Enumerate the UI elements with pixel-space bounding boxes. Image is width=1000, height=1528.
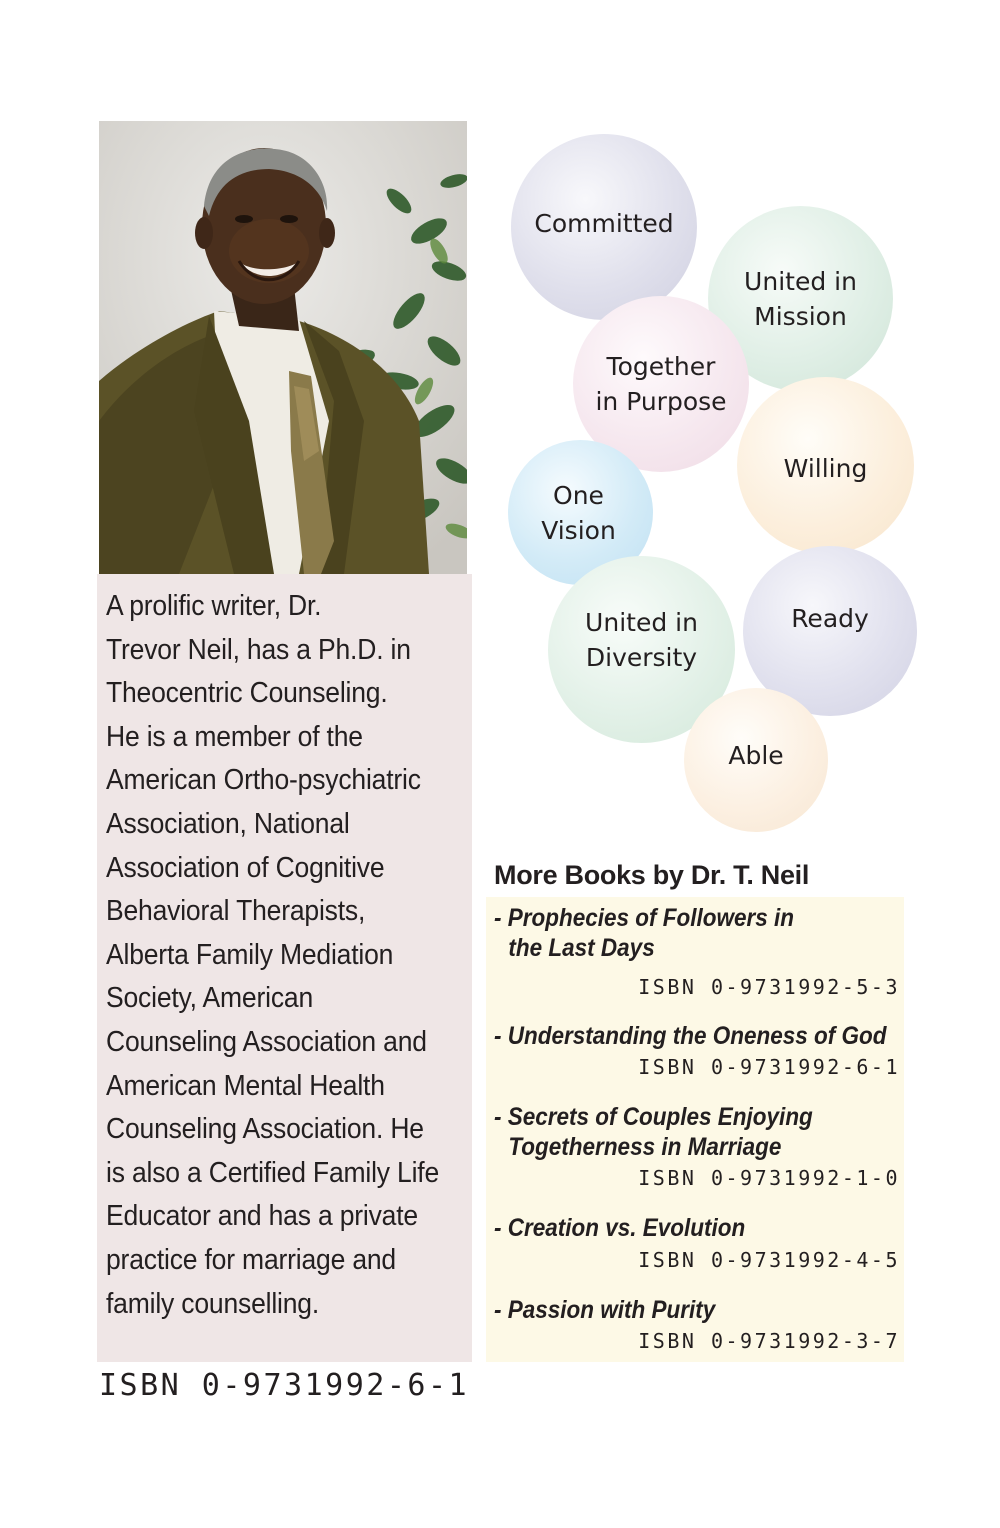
bio-line: Association, National [106,807,350,840]
book-title-line-1: - Passion with Purity [494,1296,716,1324]
bubble-label-2: Vision [541,515,616,545]
book-title-line-2: Togetherness in Marriage [508,1133,782,1161]
bio-text [106,585,469,1326]
bubble-label: Able [728,740,784,770]
bio-line: Educator and has a private [106,1200,418,1233]
bio-line: family counselling. [106,1287,320,1320]
bio-line: A prolific writer, Dr. [106,590,322,622]
bubble-label-2: in Purpose [595,387,727,416]
book-title [494,1213,745,1243]
book-title-line-1: - Creation vs. Evolution [494,1214,746,1242]
bio-line: American Mental Health [106,1069,385,1102]
bio-line: Association of Cognitive [106,851,385,884]
book-title-line-2: the Last Days [508,934,655,962]
bio-line: Trevor Neil, has a Ph.D. in [106,633,411,666]
bubble-label-2: Mission [754,301,847,331]
bubble-label: Committed [534,208,674,238]
bubble-label: Willing [783,454,868,483]
book-isbn: ISBN 0-9731992-1-0 [638,1166,900,1190]
bubble-able [684,688,828,832]
book-title [494,903,794,963]
book-isbn: ISBN 0-9731992-5-3 [638,975,900,999]
isbn-main: ISBN 0-9731992-6-1 [99,1368,470,1403]
bio-line: practice for marriage and [106,1243,396,1276]
bubble-label: One [553,480,604,510]
bio-line: Society, American [106,982,314,1015]
book-title-line-1: - Prophecies of Followers in [494,904,795,932]
bio-line: is also a Certified Family Life [106,1156,440,1189]
author-photo [99,121,467,574]
bubble-label: United in [744,266,857,296]
book-title [494,1295,715,1325]
book-isbn: ISBN 0-9731992-4-5 [638,1248,900,1272]
bubble-label: Together [606,352,716,381]
bio-line: He is a member of the [106,720,363,753]
book-title-line-1: - Secrets of Couples Enjoying [494,1103,813,1131]
bio-line: Alberta Family Mediation [106,938,394,971]
bubble-label-2: Diversity [585,642,698,672]
book-isbn: ISBN 0-9731992-3-7 [638,1329,900,1353]
book-title-line-1: - Understanding the Oneness of God [494,1022,887,1050]
author-portrait-illustration [99,121,467,574]
bio-line: Behavioral Therapists, [106,895,366,928]
bio-line: Counseling Association. He [106,1113,424,1146]
bio-line: Theocentric Counseling. [106,677,388,710]
bio-line: American Ortho-psychiatric [106,764,421,797]
book-title [494,1102,813,1162]
bubble-label: Ready [791,604,869,633]
book-title [494,1021,887,1051]
bubble-willing [737,377,914,554]
book-isbn: ISBN 0-9731992-6-1 [638,1055,900,1079]
bubble-label: United in [585,607,698,637]
bio-line: Counseling Association and [106,1025,427,1058]
more-books-heading: More Books by Dr. T. Neil [494,860,810,890]
bubble-committed [511,134,697,320]
